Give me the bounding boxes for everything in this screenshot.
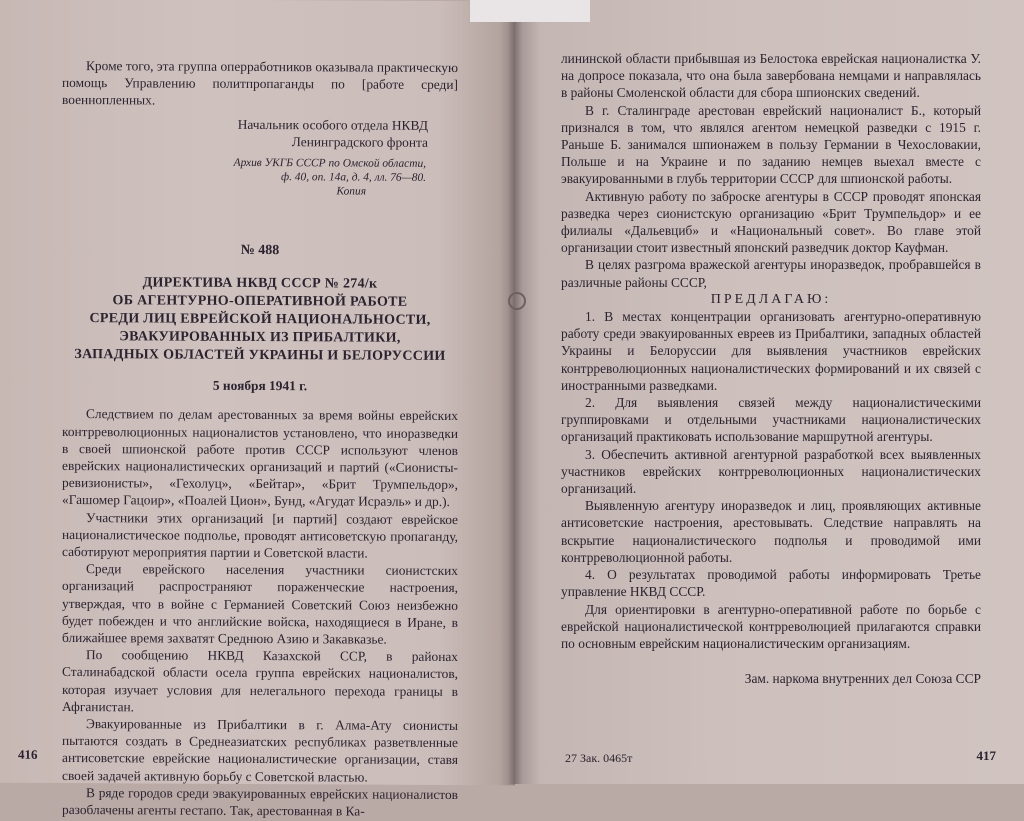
- binding-mark-icon: [508, 292, 526, 310]
- archive-reference: [62, 155, 458, 199]
- right-page-number: 417: [976, 748, 996, 763]
- signature-line-1: Начальник особого отдела НКВД: [237, 116, 428, 133]
- directive-heading: [62, 274, 458, 366]
- heading-line: ОБ АГЕНТУРНО-ОПЕРАТИВНОЙ РАБОТЕ: [112, 293, 408, 311]
- directive-date: 5 ноября 1941 г.: [212, 377, 308, 394]
- body-paragraph: лининской области прибывшая из Белостока еврейская националистка У. на допросе показала, что она была завербована немцами и направлялась в районы Смоленской области для сбора шпионских сведений.: [561, 51, 981, 101]
- heading-line: ЗАПАДНЫХ ОБЛАСТЕЙ УКРАИНЫ И БЕЛОРУССИИ: [74, 347, 446, 365]
- proposal-item: 3. Обеспечить активной агентурной разработкой всех выявленных участников еврейских контрреволюционных националистических организаций.: [561, 446, 981, 497]
- archive-line-1: Архив УКГБ СССР по Омской области,: [233, 156, 426, 170]
- left-page-number: 416: [18, 746, 38, 762]
- heading-line: ДИРЕКТИВА НКВД СССР № 274/к: [142, 275, 378, 292]
- proposal-item: 1. В местах концентрации организовать агентурно-оперативную работу среди эвакуированных евреев из Прибалтики, западных областей Украины и Белоруссии для выявления участников еврейских контрреволюционных националистических формирований и их связей с иностранными разведками.: [561, 309, 981, 393]
- proposal-item: Для ориентировки в агентурно-оперативной работе по борьбе с еврейской националистической контрреволюцией прилагаются справки по основным еврейским националистическим организациям.: [561, 601, 981, 651]
- signature-block: [62, 115, 458, 151]
- body-paragraph: Среди еврейского населения участники сионистских организаций распространяют пораженческие настроения, утверждая, что в войне с Германией Советский Союз неизбежно будет побежден и что английские войска, находящиеся в Иране, в ближайшее время захватят Среднюю Азию и Закавказье.: [62, 561, 458, 647]
- proposal-item: 2. Для выявления связей между националистическими группировками и отдельными участниками националистических организаций практиковать использование маршрутной агентуры.: [561, 395, 981, 445]
- body-paragraph: В целях разгрома вражеской агентуры иноразведок, пробравшейся в различные районы СССР,: [561, 257, 981, 290]
- body-paragraph: В ряде городов среди эвакуированных еврейских националистов разоблачены агенты гестапо. Так, арестованная в Ка-: [62, 784, 458, 819]
- proposal-title: ПРЕДЛАГАЮ:: [710, 291, 832, 307]
- intro-paragraph: Кроме того, эта группа оперработников оказывала практическую помощь Управлению политпропаганды по [работе среди] военнопленных.: [62, 58, 458, 108]
- body-paragraph: Участники этих организаций [и партий] создают еврейское националистическое подполье, проводят антисоветскую пропаганду, саботируют мероприятия партии и Советской власти.: [62, 509, 458, 561]
- book-gutter: [508, 0, 522, 784]
- heading-line: СРЕДИ ЛИЦ ЕВРЕЙСКОЙ НАЦИОНАЛЬНОСТИ,: [89, 311, 431, 329]
- body-paragraph: Активную работу по заброске агентуры в СССР проводят японская разведка через сионистскую организацию «Брит Трумпельдор» и ее филиалы «Дальевциб» и «Национальный совет». Во главе этой организации стоит известный японский разведчик доктор Кауфман.: [561, 188, 981, 256]
- heading-line: ЭВАКУИРОВАННЫХ ИЗ ПРИБАЛТИКИ,: [119, 329, 401, 346]
- body-paragraph: В г. Сталинграде арестован еврейский националист Б., который признался в том, что являлся агентом немецкой разведки с 1915 г. Раньше Б. занимался шпионажем в пользу Германии в Чехословакии, Польше и на Украине и по заданию немцев выехал вместе с эвакуированными в глубь территории СССР для шпионской работы.: [561, 102, 981, 187]
- right-page: [515, 0, 1024, 784]
- proposal-item: Выявленную агентуру иноразведок и лиц, проявляющих активные антисоветские настроения, арестовывать. Следствие направлять на вскрытие националистического подполья и проводимой ими контрреволюционной работы.: [561, 498, 981, 565]
- body-paragraph: Следствием по делам арестованных за время войны еврейских контрреволюционных националистов установлено, что иноразведки в своей шпионской работе против СССР используют членов еврейских националистических организаций и партий («Сионисты-ревизионисты», «Гехолуц», «Бейтар», «Брит Трумпельдор», «Гашомер Гацоир», «Поалей Цион», Бунд, «Агудат Исраэль» и др.).: [62, 406, 458, 510]
- printer-footer: 27 Зак. 0465т: [565, 751, 633, 765]
- proposal-item: 4. О результатах проводимой работы информировать Третье управление НКВД СССР.: [561, 567, 981, 600]
- body-paragraph: По сообщению НКВД Казахской ССР, в районах Сталинабадской области осела группа еврейских националистов, которая изучает условия для нелегального перехода границы в Афганистан.: [62, 647, 458, 715]
- closing-signature: Зам. наркома внутренних дел Союза ССР: [744, 671, 981, 687]
- body-paragraph: Эвакуированные из Прибалтики в г. Алма-Ату сионисты пытаются создать в Среднеазиатских республиках разветвленные антисоветские еврейские националистические организации, ставя своей задачей активную борьбу с Советской властью.: [62, 716, 458, 785]
- background-edge: [470, 0, 590, 22]
- left-text-column: [62, 57, 458, 820]
- right-text-column: [561, 50, 981, 687]
- signature-line-2: Ленинградского фронта: [291, 133, 428, 150]
- document-number: № 488: [240, 242, 280, 259]
- archive-line-2: ф. 40, оп. 14а, д. 4, лл. 76—80.: [281, 171, 426, 184]
- archive-line-3: Копия: [336, 185, 366, 198]
